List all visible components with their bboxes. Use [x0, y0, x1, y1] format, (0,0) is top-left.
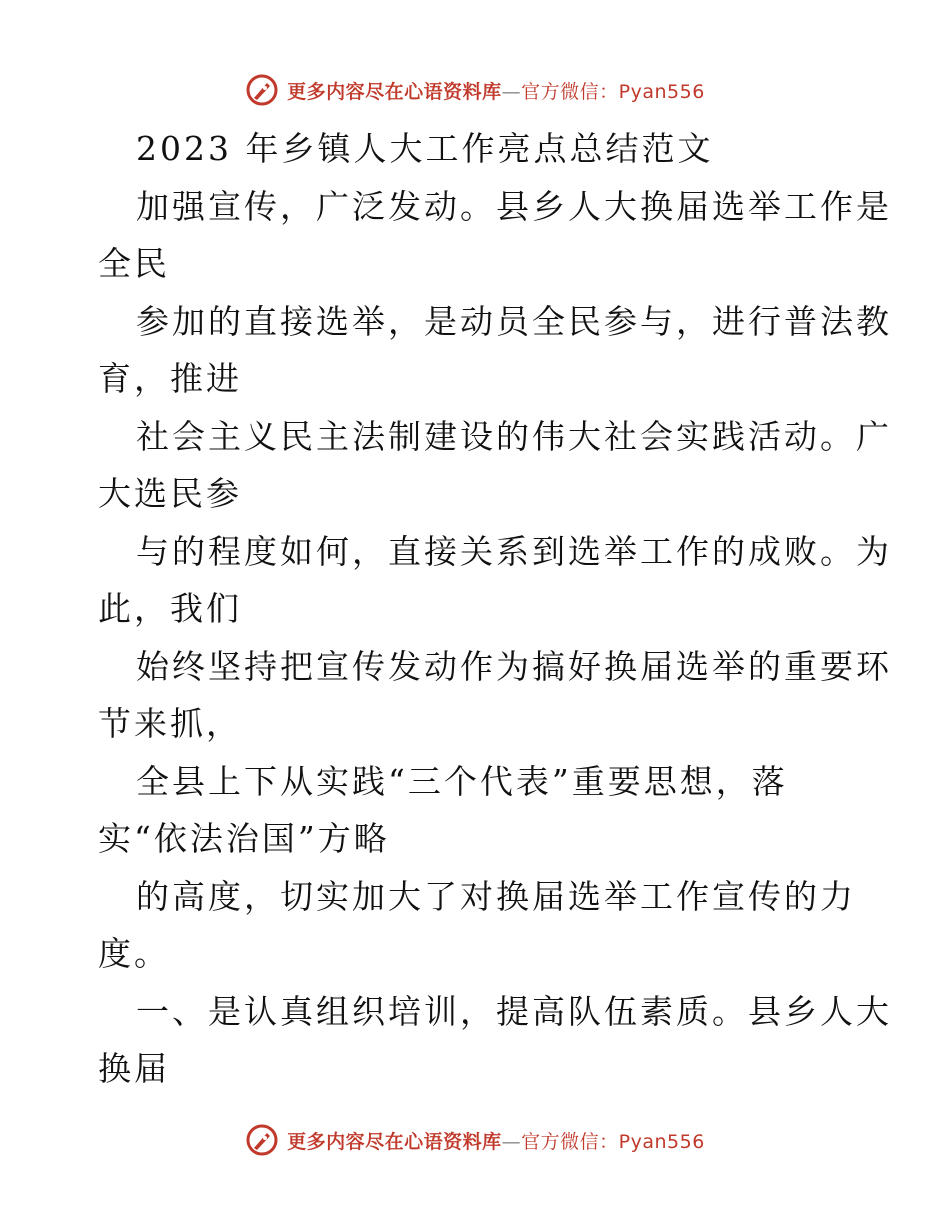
paragraph-line: 加强宣传，广泛发动。县乡人大换届选举工作是 [136, 186, 892, 226]
paragraph-line: 度。 [98, 934, 170, 973]
watermark-wechat-text: 官方微信：Pyan556 [521, 80, 705, 103]
paragraph-line: 换届 [98, 1049, 170, 1088]
watermark-site-text: 更多内容尽在心语资料库 [287, 1130, 502, 1153]
watermark-wechat-text: 官方微信：Pyan556 [521, 1130, 705, 1153]
pen-nib-seal-icon [245, 73, 279, 107]
paragraph-line: 的高度，切实加大了对换届选举工作宣传的力 [136, 876, 856, 916]
paragraph-line: 一、是认真组织培训，提高队伍素质。县乡人大 [136, 991, 892, 1031]
watermark-text [287, 1127, 705, 1154]
pen-nib-seal-icon [245, 1123, 279, 1157]
document-title: 2023 年乡镇人大工作亮点总结范文 [136, 129, 714, 168]
header-watermark [0, 70, 950, 110]
paragraph-line: 节来抓， [98, 704, 242, 743]
footer-watermark [0, 1120, 950, 1160]
paragraph-line: 此，我们 [98, 589, 242, 628]
paragraph-line: 社会主义民主法制建设的伟大社会实践活动。广 [136, 416, 892, 456]
watermark-site-text: 更多内容尽在心语资料库 [287, 80, 502, 103]
document-body [98, 120, 892, 1098]
paragraph-line: 与的程度如何，直接关系到选举工作的成败。为 [136, 531, 892, 571]
watermark-separator: — [501, 80, 522, 103]
paragraph-line: 实“依法治国”方略 [98, 819, 390, 858]
paragraph-line: 始终坚持把宣传发动作为搞好换届选举的重要环 [136, 646, 892, 686]
paragraph-line: 育，推进 [98, 359, 242, 398]
paragraph-line: 大选民参 [98, 474, 242, 513]
document-lines [98, 178, 892, 1098]
watermark-text [287, 77, 705, 104]
paragraph-line: 参加的直接选举，是动员全民参与，进行普法教 [136, 301, 892, 341]
paragraph-line: 全县上下从实践“三个代表”重要思想，落 [136, 761, 788, 801]
watermark-separator: — [501, 1130, 522, 1153]
paragraph-line: 全民 [98, 244, 170, 283]
